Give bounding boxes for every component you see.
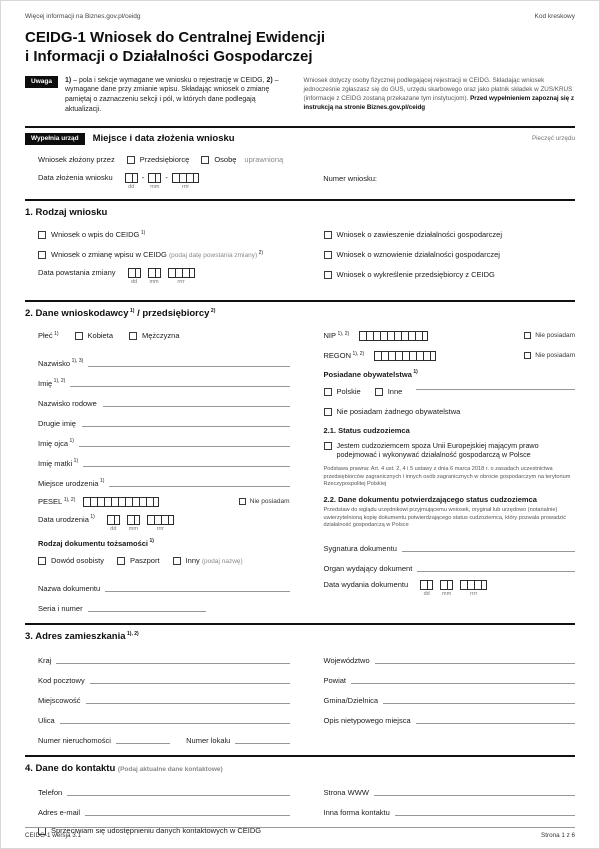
checkbox-label: Wniosek o wznowienie działalności gospodarczej: [336, 250, 500, 260]
checkbox-box[interactable]: [127, 156, 135, 164]
input-line[interactable]: [90, 683, 290, 684]
field-label: Kod pocztowy: [38, 675, 85, 685]
checkbox-label: Inne: [387, 387, 403, 397]
input-line[interactable]: [416, 723, 575, 724]
footnote-marker: 1): [129, 307, 135, 314]
field-fathers-name[interactable]: [38, 429, 290, 449]
page-number: Strona 1 z 6: [541, 832, 575, 839]
month-cells[interactable]: [440, 580, 453, 590]
field-label: Imię ojca $^{1)}$: [38, 438, 74, 448]
footnote-marker: 1), 2): [63, 496, 76, 503]
footnote-marker: 1): [413, 369, 418, 376]
input-line[interactable]: [374, 795, 575, 796]
checkbox-label: Wniosek o zawieszenie działalności gospodarczej: [336, 230, 503, 240]
notice-info-text: Wniosek dotyczy osoby fizycznej podlegającej rejestracji w CEIDG. Składając wniosek jednocześnie zgłaszasz się do GUS, urzędu skarbowego oraz jako płatnik składek w ZUS/KRUS (informacje z CEIDG zostaną przekazane tym instytucjom). Przed wypełnieniem zapoznaj się z instrukcją na stronie Biznes.gov.pl/ceidg: [303, 76, 575, 111]
application-type-row: [38, 248, 290, 262]
birth-date-row: [38, 515, 290, 532]
field-postal-code[interactable]: [38, 666, 290, 686]
checkbox-label: Nie posiadam: [535, 352, 575, 360]
year-cells[interactable]: [172, 173, 199, 183]
citizenship-label: Posiadane obywatelstwa $^{1)}$: [323, 369, 418, 379]
input-line[interactable]: [56, 663, 289, 664]
notice-section: [25, 76, 575, 115]
checkbox-box[interactable]: [324, 408, 332, 416]
submitted-by-row: [38, 153, 575, 167]
issue-date-input[interactable]: dd mm rrrr: [420, 580, 487, 597]
field-label: Województwo: [323, 655, 370, 665]
checkbox-citizenship-polish[interactable]: [324, 387, 361, 396]
footnote-marker: 1), 3): [71, 358, 84, 365]
section2-title: 2. Dane wnioskodawcy $^{1)}$ / przedsiębiorcy $^{2)}$: [25, 307, 216, 319]
checkbox-label: Kobieta: [87, 331, 113, 341]
pesel-input-cells[interactable]: [83, 497, 159, 507]
field-website[interactable]: [324, 778, 576, 798]
field-label: Telefon: [38, 787, 63, 797]
field-label: Nazwa dokumentu: [38, 583, 101, 593]
year-cells[interactable]: [460, 580, 487, 590]
field-document-series-number[interactable]: [38, 594, 290, 614]
legal-basis-note: Podstawa prawna: Art. 4 ust. 2, 4 i 5 ustawy z dnia 6 marca 2018 r. o zasadach uczestnictwa przedsiębiorców zagranicznych i innych osób zagranicznych w obrocie gospodarczym na terytorium Rzeczypospolitej Polskiej: [323, 466, 571, 487]
footnote-marker: 1): [140, 229, 146, 236]
checkbox-no-citizenship[interactable]: [324, 407, 461, 416]
field-commune[interactable]: [324, 686, 576, 706]
checkbox-label: Mężczyzna: [141, 331, 180, 341]
month-cells[interactable]: [148, 173, 161, 183]
checkbox-label: Jestem cudzoziemcem spoza Unii Europejskiej mającym prawo podejmować i wykonywać działalność gospodarczą w Polsce: [336, 440, 539, 460]
office-section-header: [25, 128, 575, 147]
regon-label: REGON $^{1), 2)}$: [323, 350, 365, 361]
no-citizenship-row: [324, 405, 576, 419]
field-label: Nazwisko $^{1), 3)}$: [38, 358, 84, 368]
footnote-marker: 1), 2): [352, 350, 365, 357]
field-label: Drugie imię: [38, 418, 76, 428]
field-county[interactable]: [324, 666, 576, 686]
checkbox-box[interactable]: [524, 352, 531, 359]
checkbox-foreigner-status[interactable]: [324, 441, 576, 460]
checkbox-doc-other[interactable]: [173, 556, 243, 565]
field-document-signature[interactable]: [324, 534, 576, 554]
citizenship-options-row: [324, 385, 576, 399]
checkbox-label: Polskie: [336, 387, 361, 397]
regon-row: [324, 349, 576, 363]
field-label: Imię $^{1), 2)}$: [38, 378, 66, 388]
checkbox-label: Nie posiadam: [249, 498, 290, 506]
change-date-row: [38, 268, 290, 285]
checkbox-sex-male[interactable]: [129, 331, 180, 340]
divider: [25, 199, 575, 201]
field-street[interactable]: [38, 706, 290, 726]
change-date-label: Data powstania zmiany: [38, 267, 116, 277]
nip-input-cells[interactable]: [359, 331, 428, 341]
change-hint: (podaj datę powstania zmiany): [168, 252, 258, 260]
field-surname[interactable]: [38, 349, 290, 369]
input-line[interactable]: [103, 406, 289, 407]
input-line[interactable]: [105, 591, 289, 592]
field-place-of-birth[interactable]: [38, 469, 290, 489]
day-cells[interactable]: [125, 173, 138, 183]
field-label: Miejsce urodzenia $^{1)}$: [38, 478, 105, 488]
apartment-number-label: Numer lokalu: [186, 735, 231, 745]
checkbox-no-regon[interactable]: [524, 352, 575, 359]
change-date-input[interactable]: dd mm rrrr: [128, 268, 195, 285]
field-label: Sygnatura dokumentu: [323, 544, 397, 554]
footnote-marker: 1), 2): [53, 378, 66, 385]
checkbox-label: Nie posiadam żadnego obywatelstwa: [336, 407, 461, 417]
sex-row: [38, 329, 290, 343]
field-label: Strona WWW: [323, 787, 369, 797]
input-line[interactable]: [375, 663, 575, 664]
divider: [25, 623, 575, 625]
footnote-marker: 1): [69, 438, 74, 445]
field-label: Adres e-mail: [38, 807, 81, 817]
input-line[interactable]: [83, 466, 289, 467]
checkbox-label: Nie posiadam: [535, 332, 575, 340]
field-first-name[interactable]: [38, 369, 290, 389]
checkbox-citizenship-other[interactable]: [375, 387, 403, 396]
checkbox-box[interactable]: [75, 332, 83, 340]
checkbox-box[interactable]: [324, 251, 332, 259]
issue-date-label: Data wydania dokumentu: [323, 580, 409, 590]
divider: [25, 755, 575, 757]
input-line[interactable]: [70, 386, 289, 387]
input-line[interactable]: [85, 815, 289, 816]
more-info-text: Więcej informacji na Biznes.gov.pl/ceidg: [25, 13, 141, 20]
checkbox-box[interactable]: [324, 442, 332, 450]
submitted-by-label: Wniosek złożony przez: [38, 155, 115, 165]
checkbox-box[interactable]: [375, 388, 383, 396]
month-cells[interactable]: [127, 515, 140, 525]
checkbox-sex-female[interactable]: [75, 331, 113, 340]
filing-date-label: Data złożenia wniosku: [38, 172, 113, 182]
section4-title: 4. Dane do kontaktu (Podaj aktualne dane kontaktowe): [25, 762, 223, 774]
id-document-type-label: Rodzaj dokumentu tożsamości $^{1)}$: [38, 538, 154, 548]
input-line[interactable]: [116, 743, 170, 744]
field-label: Opis nietypowego miejsca: [323, 715, 411, 725]
field-phone[interactable]: [38, 778, 290, 798]
field-building-and-apartment[interactable]: [38, 726, 290, 746]
day-cells[interactable]: [128, 268, 141, 278]
checkbox-box[interactable]: [38, 557, 46, 565]
input-line[interactable]: [351, 683, 575, 684]
field-label: Gmina/Dzielnica: [323, 695, 379, 705]
birth-date-input[interactable]: dd mm rrrr: [107, 515, 174, 532]
checkbox-submitted-by-authorized-person[interactable]: [201, 155, 283, 164]
footnote-marker: 1), 2): [337, 330, 350, 337]
field-mothers-name[interactable]: [38, 449, 290, 469]
field-atypical-place[interactable]: [324, 706, 576, 726]
input-line[interactable]: [417, 571, 575, 572]
application-type-row: [324, 268, 576, 282]
birth-date-label: Data urodzenia $^{1)}$: [38, 514, 95, 524]
day-cells[interactable]: [107, 515, 120, 525]
checkbox-label: Wniosek o wykreślenie przedsiębiorcy z CEIDG: [336, 270, 495, 280]
doc-other-hint: (podaj nazwę): [201, 558, 243, 566]
document-issue-date-row: [324, 580, 576, 597]
application-type-row: [38, 228, 290, 242]
input-line[interactable]: [395, 815, 575, 816]
field-label: Ulica: [38, 715, 55, 725]
section3-title: 3. Adres zamieszkania $^{1), 2)}$: [25, 630, 139, 642]
field-other-contact[interactable]: [324, 798, 576, 818]
form-title-line2: i Informacji o Działalności Gospodarczej: [25, 47, 313, 65]
section1-title: 1. Rodzaj wniosku: [25, 206, 108, 218]
footnote-marker: 1): [90, 514, 95, 521]
application-type-row: [324, 248, 576, 262]
checkbox-label: Wniosek o zmianę wpisu w CEIDG (podaj datę powstania zmiany) $^{2)}$: [51, 249, 264, 260]
checkbox-box[interactable]: [324, 388, 332, 396]
other-citizenship-input-line[interactable]: [416, 389, 575, 390]
page-top-bar: [25, 13, 575, 20]
year-cells[interactable]: [147, 515, 174, 525]
month-cells[interactable]: [148, 268, 161, 278]
checkbox-label: Inny (podaj nazwę): [185, 556, 243, 566]
pesel-label: PESEL $^{1), 2)}$: [38, 496, 76, 507]
checkbox-box[interactable]: [324, 231, 332, 239]
checkbox-label: Paszport: [129, 556, 160, 566]
filing-date-input[interactable]: dd - mm - rrrr: [125, 173, 199, 190]
input-line[interactable]: [383, 703, 575, 704]
checkbox-box[interactable]: [201, 156, 209, 164]
checkbox-label: Wniosek o wpis do CEIDG $^{1)}$: [51, 229, 146, 240]
checkbox-box[interactable]: [324, 271, 332, 279]
field-city[interactable]: [38, 686, 290, 706]
checkbox-no-pesel[interactable]: [239, 498, 290, 505]
footnote-1-marker: 1): [64, 76, 72, 84]
input-line[interactable]: [86, 703, 290, 704]
checkbox-application-suspend[interactable]: [324, 230, 503, 239]
pesel-row: [38, 495, 290, 509]
footnote-2-marker: 2): [266, 76, 273, 84]
building-number-label: Numer nieruchomości: [38, 735, 111, 745]
office-use-badge: Wypełnia urząd: [25, 133, 85, 145]
checkbox-submitted-by-entrepreneur[interactable]: [127, 155, 190, 164]
date-separator: [141, 173, 146, 183]
regon-input-cells[interactable]: [374, 351, 436, 361]
input-line[interactable]: [67, 795, 289, 796]
checkbox-label: Sprzeciwiam się udostępnieniu danych kontaktowych w CEIDG: [51, 826, 262, 836]
footnote-marker: 2): [210, 307, 216, 314]
field-label: Miejscowość: [38, 695, 81, 705]
checkbox-label: Osobę: [214, 155, 237, 165]
checkbox-box[interactable]: [239, 498, 246, 505]
day-cells[interactable]: [420, 580, 433, 590]
form-title-line1: CEIDG-1 Wniosek do Centralnej Ewidencji: [25, 29, 326, 46]
form-title: [25, 29, 575, 67]
checkbox-box[interactable]: [524, 332, 531, 339]
field-label: Nazwisko rodowe: [38, 398, 97, 408]
contact-hint: (Podaj aktualne dane kontaktowe): [117, 765, 223, 773]
input-line[interactable]: [235, 743, 289, 744]
footnote-marker: 2): [258, 249, 264, 256]
filing-date-row: [38, 173, 575, 190]
nip-row: [324, 329, 576, 343]
input-line[interactable]: [82, 426, 289, 427]
field-voivodeship[interactable]: [324, 646, 576, 666]
checkbox-box[interactable]: [117, 557, 125, 565]
checkbox-no-nip[interactable]: [524, 332, 575, 339]
input-line[interactable]: [109, 486, 289, 487]
section2-2-title: 2.2. Dane dokumentu potwierdzającego status cudzoziemca: [323, 495, 537, 505]
field-label: Organ wydający dokument: [323, 564, 413, 574]
barcode-label: Kod kreskowy: [534, 13, 575, 20]
nip-label: NIP $^{1), 2)}$: [323, 330, 350, 341]
checkbox-box[interactable]: [38, 231, 46, 239]
date-separator: [164, 173, 169, 183]
field-label: Kraj: [38, 655, 52, 665]
application-type-row: [324, 228, 576, 242]
checkbox-label-suffix: uprawnioną: [244, 155, 284, 165]
field-document-name[interactable]: [38, 574, 290, 594]
input-line[interactable]: [402, 551, 575, 552]
office-stamp-label: Pieczęć urzędu: [531, 135, 575, 143]
checkbox-box[interactable]: [173, 557, 181, 565]
id-document-options-row: [38, 554, 290, 568]
checkbox-box[interactable]: [38, 251, 46, 259]
input-line[interactable]: [88, 611, 206, 612]
field-label: Inna forma kontaktu: [323, 807, 390, 817]
divider: [25, 300, 575, 302]
checkbox-application-deregister[interactable]: [324, 270, 495, 279]
footnote-marker: 1): [73, 458, 79, 465]
checkbox-label: Dowód osobisty: [51, 556, 104, 566]
field-label: Imię matki $^{1)}$: [38, 458, 79, 468]
year-cells[interactable]: [168, 268, 195, 278]
field-family-name[interactable]: [38, 389, 290, 409]
input-line[interactable]: [60, 723, 290, 724]
footnote-marker: 1): [54, 330, 59, 337]
checkbox-box[interactable]: [129, 332, 137, 340]
field-country[interactable]: [38, 646, 290, 666]
section2-1-title: 2.1. Status cudzoziemca: [323, 425, 410, 435]
checkbox-application-new-entry[interactable]: [38, 230, 145, 239]
sex-label: Płeć $^{1)}$: [38, 330, 59, 341]
checkbox-application-resume[interactable]: [324, 250, 500, 259]
notice-instruction-bold: Przed wypełnieniem zapoznaj się z instrukcją na stronie Biznes.gov.pl/ceidg: [303, 94, 575, 111]
office-section-title: Miejsce i data złożenia wniosku: [92, 133, 235, 145]
checkbox-doc-id-card[interactable]: [38, 556, 104, 565]
foreigner-status-row: [324, 441, 576, 460]
footnote-marker: 1): [99, 478, 105, 485]
footnote-marker: 1), 2): [127, 630, 139, 637]
page-footer: [25, 827, 575, 839]
form-version: CEIDG-1 wersja 3.1: [25, 832, 81, 839]
field-middle-name[interactable]: [38, 409, 290, 429]
checkbox-doc-passport[interactable]: [117, 556, 160, 565]
foreigner-document-note: Przedstaw do wglądu urzędnikowi przyjmującemu wniosek, oryginał lub urzędowo (notarialnie) uwierzytelnioną kopię dokumentu potwierdzającego status cudzoziemca, który pozwala prowadzić działalność gospodarczą w Polsce: [323, 507, 567, 528]
field-label: Powiat: [323, 675, 347, 685]
footnote-marker: 1): [149, 538, 154, 545]
checkbox-label: Przedsiębiorcę: [139, 155, 190, 165]
field-document-issuer[interactable]: [324, 554, 576, 574]
input-line[interactable]: [79, 446, 290, 447]
field-label: Seria i numer: [38, 603, 83, 613]
field-email[interactable]: [38, 798, 290, 818]
application-number-label: Numer wniosku:: [323, 173, 377, 183]
checkbox-application-change-entry[interactable]: [38, 250, 263, 259]
input-line[interactable]: [88, 366, 289, 367]
uwaga-badge: Uwaga: [25, 76, 58, 88]
notice-requirements-text: 1) – pola i sekcje wymagane we wniosku o rejestrację w CEIDG, 2) – wymagane dane przy zmianie wpisu. Składając wniosek o zmianę pamiętaj o zaznaczeniu sekcji i pól, w których dane podlegają aktualizacji.: [64, 76, 279, 113]
